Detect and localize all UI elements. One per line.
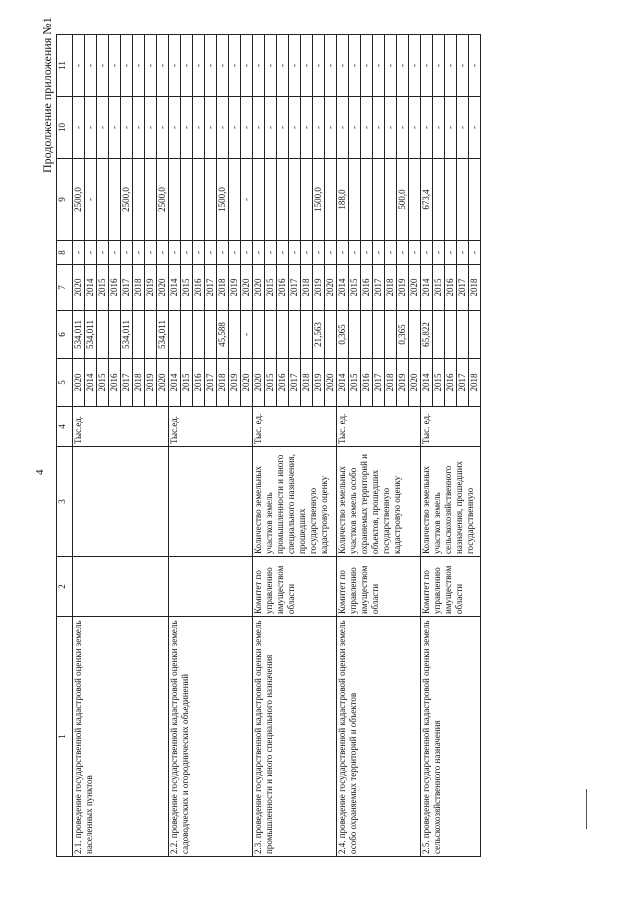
table-cell: -: [121, 241, 133, 265]
table-cell: 2020: [253, 265, 265, 311]
table-cell: 2016: [361, 359, 373, 407]
table-cell: [205, 311, 217, 359]
table-cell: -: [337, 97, 349, 159]
table-cell: [181, 159, 193, 241]
table-cell: 0,365: [337, 311, 349, 359]
table-cell: [469, 159, 481, 241]
measure-name-cell: 2.3. проведение государственной кадастровой оценки земель промышленности и иного специального назначения: [253, 617, 337, 857]
indicator-cell: Количество земельных участков земель особо охраняемых территорий и объектов, прошедших государственную кадастровую оценку: [337, 447, 421, 557]
table-cell: 2017: [205, 359, 217, 407]
table-cell: -: [121, 35, 133, 97]
column-header: 2: [57, 557, 73, 617]
table-cell: -: [265, 97, 277, 159]
table-cell: -: [109, 241, 121, 265]
table-cell: -: [301, 97, 313, 159]
table-cell: -: [133, 35, 145, 97]
table-cell: [181, 311, 193, 359]
table-cell: 2016: [109, 359, 121, 407]
table-cell: 534,011: [73, 311, 85, 359]
table-cell: 2018: [385, 265, 397, 311]
table-cell: [145, 159, 157, 241]
unit-cell: Тыс. ед.: [253, 407, 337, 447]
table-cell: [289, 311, 301, 359]
table-cell: 21,563: [313, 311, 325, 359]
table-cell: -: [253, 35, 265, 97]
table-cell: -: [349, 241, 361, 265]
table-cell: 45,588: [217, 311, 229, 359]
table-cell: 2016: [193, 265, 205, 311]
executor-cell: Комитет по управлению имуществом области: [253, 557, 337, 617]
table-cell: [277, 159, 289, 241]
table-cell: 2020: [409, 265, 421, 311]
table-cell: [325, 159, 337, 241]
data-table: [56, 34, 481, 857]
table-cell: 2015: [433, 265, 445, 311]
table-cell: -: [157, 35, 169, 97]
table-cell: 2014: [421, 265, 433, 311]
table-cell: -: [121, 97, 133, 159]
table-cell: -: [457, 97, 469, 159]
table-cell: 2015: [349, 265, 361, 311]
table-cell: [277, 311, 289, 359]
table-cell: 2500,0: [73, 159, 85, 241]
table-cell: 2020: [241, 265, 253, 311]
table-cell: -: [361, 241, 373, 265]
table-cell: -: [385, 35, 397, 97]
table-cell: -: [409, 35, 421, 97]
table-cell: 2020: [157, 265, 169, 311]
table-cell: [193, 159, 205, 241]
table-cell: -: [325, 97, 337, 159]
table-cell: 2017: [373, 265, 385, 311]
executor-cell: [73, 557, 169, 617]
table-cell: 2016: [193, 359, 205, 407]
table-cell: [433, 159, 445, 241]
table-cell: 673,4: [421, 159, 433, 241]
table-cell: -: [385, 241, 397, 265]
table-cell: -: [253, 97, 265, 159]
table-cell: 2015: [181, 265, 193, 311]
table-cell: [229, 159, 241, 241]
unit-cell: Тыс.ед.: [73, 407, 169, 447]
column-header: 1: [57, 617, 73, 857]
table-cell: 2015: [433, 359, 445, 407]
unit-cell: Тыс. ед.: [421, 407, 481, 447]
table-cell: [205, 159, 217, 241]
table-cell: 2019: [397, 359, 409, 407]
table-cell: -: [445, 241, 457, 265]
table-cell: 2015: [181, 359, 193, 407]
table-cell: -: [457, 241, 469, 265]
table-cell: -: [469, 97, 481, 159]
indicator-cell: Количество земельных участков земель сельскохозяйственного назначения, прошедших государственную: [421, 447, 481, 557]
table-row: [169, 35, 181, 857]
table-cell: 2016: [277, 359, 289, 407]
table-cell: 2020: [325, 265, 337, 311]
table-row: [253, 35, 265, 857]
strike-mark: [586, 789, 587, 829]
table-cell: 2018: [469, 359, 481, 407]
table-cell: 2015: [97, 265, 109, 311]
table-cell: -: [277, 241, 289, 265]
table-cell: -: [193, 35, 205, 97]
table-cell: -: [73, 35, 85, 97]
table-cell: 2019: [145, 265, 157, 311]
appendix-caption: Продолжение приложения №1: [40, 17, 54, 173]
table-cell: [97, 311, 109, 359]
table-cell: [109, 159, 121, 241]
table-cell: 2016: [277, 265, 289, 311]
table-cell: -: [169, 35, 181, 97]
table-cell: -: [241, 311, 253, 359]
table-cell: -: [409, 97, 421, 159]
table-cell: 2019: [229, 265, 241, 311]
table-cell: -: [433, 241, 445, 265]
table-cell: 2015: [265, 265, 277, 311]
table-cell: 2018: [385, 359, 397, 407]
table-cell: -: [349, 35, 361, 97]
table-cell: -: [241, 159, 253, 241]
table-cell: -: [157, 241, 169, 265]
table-cell: -: [277, 97, 289, 159]
table-cell: 2020: [253, 359, 265, 407]
table-cell: -: [205, 97, 217, 159]
table-cell: 2016: [445, 265, 457, 311]
table-cell: -: [133, 97, 145, 159]
table-cell: -: [301, 241, 313, 265]
table-cell: [133, 159, 145, 241]
table-cell: [289, 159, 301, 241]
table-cell: 2018: [301, 265, 313, 311]
executor-cell: Комитет по управлению имуществом области: [337, 557, 421, 617]
table-cell: -: [241, 241, 253, 265]
table-cell: -: [313, 241, 325, 265]
unit-cell: Тыс. ед.: [337, 407, 421, 447]
table-cell: -: [289, 97, 301, 159]
table-cell: [457, 159, 469, 241]
table-cell: -: [97, 35, 109, 97]
table-cell: -: [469, 241, 481, 265]
table-cell: 2020: [241, 359, 253, 407]
table-cell: -: [361, 97, 373, 159]
table-cell: -: [73, 241, 85, 265]
table-cell: 2019: [313, 265, 325, 311]
table-cell: 2016: [361, 265, 373, 311]
table-cell: [445, 159, 457, 241]
indicator-cell: [73, 447, 169, 557]
table-cell: -: [337, 241, 349, 265]
table-cell: 2017: [289, 359, 301, 407]
table-cell: 2015: [97, 359, 109, 407]
table-cell: -: [181, 241, 193, 265]
column-header: 6: [57, 311, 73, 359]
table-cell: 2500,0: [121, 159, 133, 241]
table-cell: 2018: [217, 359, 229, 407]
table-cell: -: [193, 241, 205, 265]
table-cell: -: [325, 35, 337, 97]
table-cell: 2018: [469, 265, 481, 311]
table-cell: -: [373, 241, 385, 265]
table-row: [421, 35, 433, 857]
table-cell: -: [217, 97, 229, 159]
table-cell: -: [253, 241, 265, 265]
table-cell: -: [361, 35, 373, 97]
table-cell: [265, 159, 277, 241]
table-cell: [349, 311, 361, 359]
table-cell: -: [445, 97, 457, 159]
table-cell: -: [133, 241, 145, 265]
table-cell: 2500,0: [157, 159, 169, 241]
table-cell: -: [169, 241, 181, 265]
table-cell: -: [97, 97, 109, 159]
table-cell: -: [313, 97, 325, 159]
table-cell: 2020: [409, 359, 421, 407]
table-cell: 2020: [73, 359, 85, 407]
table-cell: -: [337, 35, 349, 97]
table-row: [73, 35, 85, 857]
table-cell: -: [433, 97, 445, 159]
measure-name-cell: 2.2. проведение государственной кадастровой оценки земель садоводческих и огороднических объединений: [169, 617, 253, 857]
table-cell: 2018: [301, 359, 313, 407]
table-cell: -: [397, 97, 409, 159]
table-cell: [433, 311, 445, 359]
table-cell: -: [325, 241, 337, 265]
table-cell: 2019: [313, 359, 325, 407]
table-cell: [349, 159, 361, 241]
column-header: 9: [57, 159, 73, 241]
column-header: 5: [57, 359, 73, 407]
table-cell: -: [373, 97, 385, 159]
column-header: 3: [57, 447, 73, 557]
table-cell: -: [157, 97, 169, 159]
table-cell: 1500,0: [217, 159, 229, 241]
table-cell: [301, 311, 313, 359]
table-cell: -: [169, 97, 181, 159]
table-cell: [385, 311, 397, 359]
table-cell: -: [349, 97, 361, 159]
table-cell: 2019: [145, 359, 157, 407]
table-cell: -: [397, 241, 409, 265]
table-cell: -: [265, 35, 277, 97]
table-cell: -: [241, 97, 253, 159]
table-cell: 2020: [325, 359, 337, 407]
table-cell: 2018: [133, 265, 145, 311]
executor-cell: Комитет по управлению имуществом области: [421, 557, 481, 617]
table-cell: -: [85, 35, 97, 97]
table-cell: 2018: [217, 265, 229, 311]
table-cell: [385, 159, 397, 241]
table-cell: [109, 311, 121, 359]
table-cell: [169, 311, 181, 359]
table-body: [73, 35, 481, 857]
table-cell: 534,011: [121, 311, 133, 359]
table-cell: -: [313, 35, 325, 97]
unit-cell: Тыс.ед.: [169, 407, 253, 447]
table-cell: [145, 311, 157, 359]
table-cell: -: [85, 241, 97, 265]
page-number: 4: [34, 469, 46, 475]
table-cell: 2017: [457, 359, 469, 407]
table-cell: [361, 159, 373, 241]
indicator-cell: [169, 447, 253, 557]
table-cell: -: [217, 241, 229, 265]
table-cell: -: [205, 35, 217, 97]
table-cell: 2014: [85, 359, 97, 407]
table-cell: -: [265, 241, 277, 265]
table-cell: 2014: [337, 265, 349, 311]
table-cell: [265, 311, 277, 359]
table-cell: [97, 159, 109, 241]
table-cell: 2018: [133, 359, 145, 407]
column-header: 7: [57, 265, 73, 311]
table-cell: 2017: [121, 265, 133, 311]
executor-cell: [169, 557, 253, 617]
table-cell: -: [277, 35, 289, 97]
header-row: [57, 35, 73, 857]
table-cell: -: [421, 241, 433, 265]
table-cell: -: [433, 35, 445, 97]
table-cell: -: [193, 97, 205, 159]
table-cell: 2017: [373, 359, 385, 407]
table-cell: -: [289, 35, 301, 97]
table-cell: [361, 311, 373, 359]
table-cell: -: [397, 35, 409, 97]
table-cell: -: [229, 35, 241, 97]
table-cell: -: [73, 97, 85, 159]
table-cell: [133, 311, 145, 359]
table-cell: -: [229, 241, 241, 265]
table-cell: -: [457, 35, 469, 97]
table-cell: [457, 311, 469, 359]
table-cell: 2014: [337, 359, 349, 407]
table-cell: 2016: [445, 359, 457, 407]
measure-name-cell: 2.4. проведение государственной кадастровой оценки земель особо охраняемых территорий и объектов: [337, 617, 421, 857]
table-cell: -: [85, 97, 97, 159]
table-cell: 2020: [73, 265, 85, 311]
table-cell: 2014: [169, 359, 181, 407]
table-cell: -: [445, 35, 457, 97]
table-cell: 2019: [229, 359, 241, 407]
table-cell: [469, 311, 481, 359]
table-cell: 2016: [109, 265, 121, 311]
table-cell: -: [241, 35, 253, 97]
table-cell: 2014: [85, 265, 97, 311]
table-cell: -: [181, 35, 193, 97]
measure-name-cell: 2.5. проведение государственной кадастровой оценки земель сельскохозяйственного назначения: [421, 617, 481, 857]
table-cell: 2020: [157, 359, 169, 407]
table-cell: [373, 311, 385, 359]
indicator-cell: Количество земельных участков земель промышленности и иного специального назначения, прошедших государственную кадастровую оценку: [253, 447, 337, 557]
table-cell: [229, 311, 241, 359]
table-cell: -: [409, 241, 421, 265]
table-cell: -: [85, 159, 97, 241]
table-cell: [445, 311, 457, 359]
measure-name-cell: 2.1. проведение государственной кадастровой оценки земель населенных пунктов: [73, 617, 169, 857]
table-cell: [409, 159, 421, 241]
table-cell: -: [229, 97, 241, 159]
table-cell: 0,365: [397, 311, 409, 359]
table-cell: -: [181, 97, 193, 159]
table-cell: [193, 311, 205, 359]
table-cell: 2017: [205, 265, 217, 311]
column-header: 10: [57, 97, 73, 159]
table-cell: -: [373, 35, 385, 97]
table-cell: 2017: [457, 265, 469, 311]
table-cell: 534,011: [157, 311, 169, 359]
table-row: [337, 35, 349, 857]
table-cell: [325, 311, 337, 359]
table-cell: 2015: [265, 359, 277, 407]
table-cell: -: [145, 241, 157, 265]
table-cell: 1500,0: [313, 159, 325, 241]
table-cell: 2014: [169, 265, 181, 311]
table-cell: [373, 159, 385, 241]
table-cell: -: [469, 35, 481, 97]
table-cell: -: [385, 97, 397, 159]
table-cell: -: [289, 241, 301, 265]
table-cell: 2014: [421, 359, 433, 407]
table-cell: 2019: [397, 265, 409, 311]
table-cell: -: [217, 35, 229, 97]
table-cell: -: [109, 97, 121, 159]
table-cell: 500,0: [397, 159, 409, 241]
table-cell: -: [421, 35, 433, 97]
table-cell: [409, 311, 421, 359]
column-header: 8: [57, 241, 73, 265]
table-cell: [301, 159, 313, 241]
table-cell: -: [145, 35, 157, 97]
table-cell: -: [109, 35, 121, 97]
column-header: 4: [57, 407, 73, 447]
table-cell: -: [301, 35, 313, 97]
table-cell: -: [205, 241, 217, 265]
table-cell: -: [145, 97, 157, 159]
table-cell: 2017: [289, 265, 301, 311]
column-header: 11: [57, 35, 73, 97]
table-cell: 2015: [349, 359, 361, 407]
table-cell: -: [421, 97, 433, 159]
table-cell: 188,0: [337, 159, 349, 241]
table-cell: [169, 159, 181, 241]
table-cell: [253, 311, 265, 359]
table-cell: 65,822: [421, 311, 433, 359]
table-cell: -: [97, 241, 109, 265]
table-cell: 534,011: [85, 311, 97, 359]
table-cell: [253, 159, 265, 241]
table-cell: 2017: [121, 359, 133, 407]
